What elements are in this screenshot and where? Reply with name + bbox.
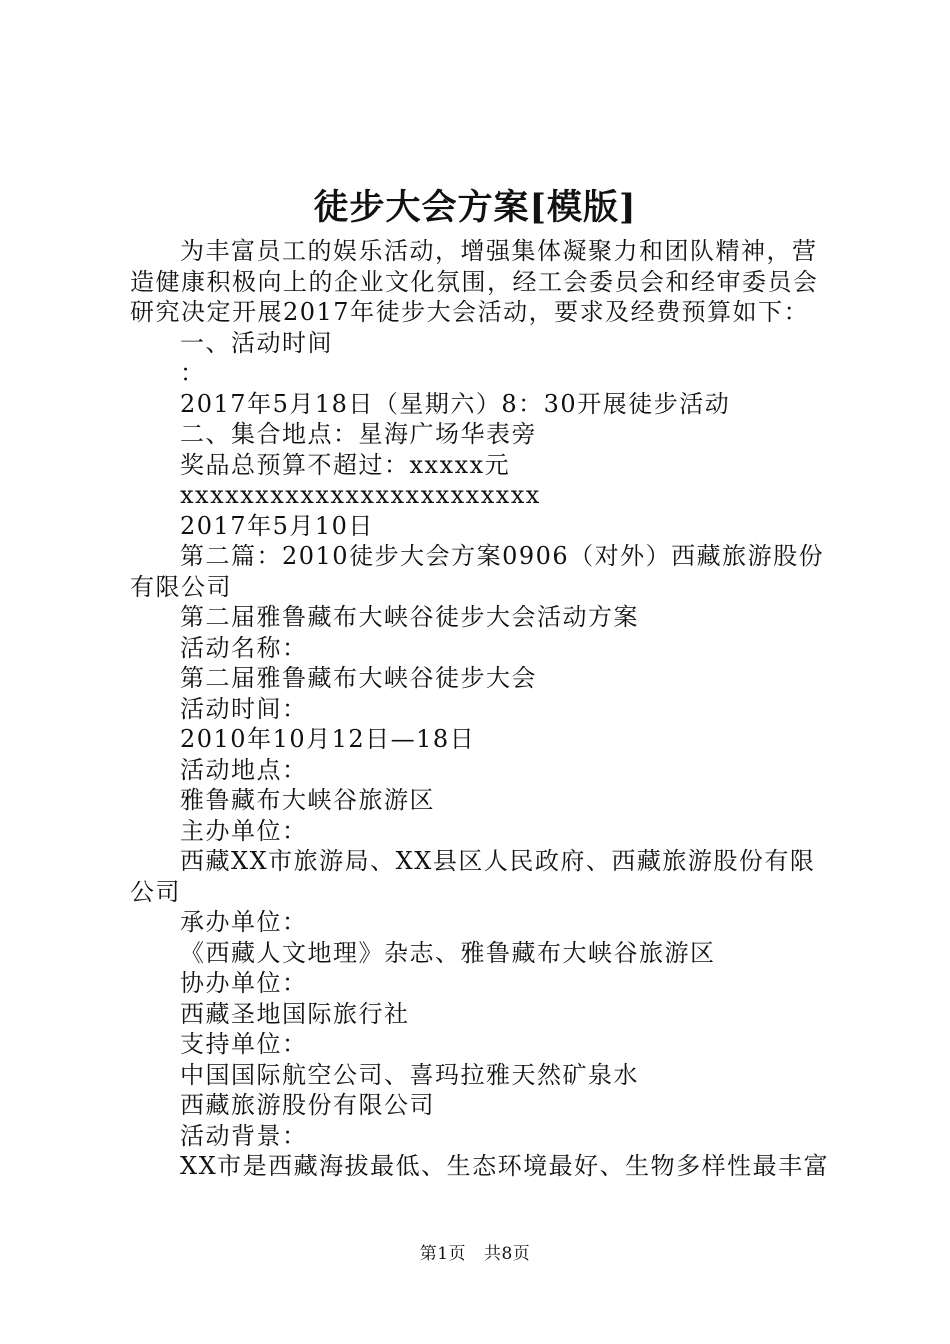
paragraph-signature: xxxxxxxxxxxxxxxxxxxxxxxx [180, 481, 541, 509]
paragraph-organizers: 西藏XX市旅游局、XX县区人民政府、西藏旅游股份有限公司 [130, 847, 816, 906]
page-footer [0, 1242, 950, 1266]
document-title: 徒步大会方案[模版] [313, 187, 637, 228]
paragraph-supporters: 中国国际航空公司、喜玛拉雅天然矿泉水 [180, 1060, 639, 1089]
paragraph-label-time: 活动时间： [180, 694, 308, 723]
paragraph-event-location: 雅鲁藏布大峡谷旅游区 [180, 786, 435, 814]
paragraph-supporter-company: 西藏旅游股份有限公司 [180, 1091, 435, 1119]
page-number: 第1页 [419, 1244, 467, 1264]
document-body [130, 236, 830, 1182]
paragraph-prize-budget: 奖品总预算不超过：xxxxx元 [180, 450, 511, 479]
paragraph-label-organizer: 主办单位： [180, 816, 308, 845]
paragraph-undertakers: 《西藏人文地理》杂志、雅鲁藏布大峡谷旅游区 [180, 938, 716, 967]
paragraph-second-article-heading: 第二篇：2010徒步大会方案0906（对外）西藏旅游股份有限公司 [130, 542, 825, 601]
paragraph-label-location: 活动地点： [180, 755, 308, 784]
paragraph-colon: ： [180, 359, 206, 387]
paragraph-intro: 为丰富员工的娱乐活动，增强集体凝聚力和团队精神，营造健康积极向上的企业文化氛围，经工会委员会和经审委员会研究决定开展2017年徒步大会活动，要求及经费预算如下： [130, 237, 819, 326]
paragraph-event-date: 2017年5月18日（星期六）8：30开展徒步活动 [180, 389, 731, 418]
paragraph-signature-date: 2017年5月10日 [180, 511, 374, 540]
paragraph-background: XX市是西藏海拔最低、生态环境最好、生物多样性最丰富 [180, 1152, 830, 1180]
paragraph-gathering-place: 二、集合地点：星海广场华表旁 [180, 420, 537, 448]
paragraph-label-background: 活动背景： [180, 1121, 308, 1150]
paragraph-label-name: 活动名称： [180, 633, 308, 662]
page-total: 共8页 [483, 1244, 531, 1264]
paragraph-event-name: 第二届雅鲁藏布大峡谷徒步大会 [180, 664, 537, 692]
paragraph-label-supporters: 支持单位： [180, 1030, 308, 1058]
paragraph-event-period: 2010年10月12日—18日 [180, 725, 476, 753]
paragraph-label-co-organizer: 协办单位： [180, 969, 308, 997]
paragraph-section-time-heading: 一、活动时间 [180, 328, 333, 357]
paragraph-plan-title: 第二届雅鲁藏布大峡谷徒步大会活动方案 [180, 603, 639, 631]
paragraph-label-undertaker: 承办单位： [180, 908, 308, 936]
paragraph-co-organizer: 西藏圣地国际旅行社 [180, 999, 410, 1028]
